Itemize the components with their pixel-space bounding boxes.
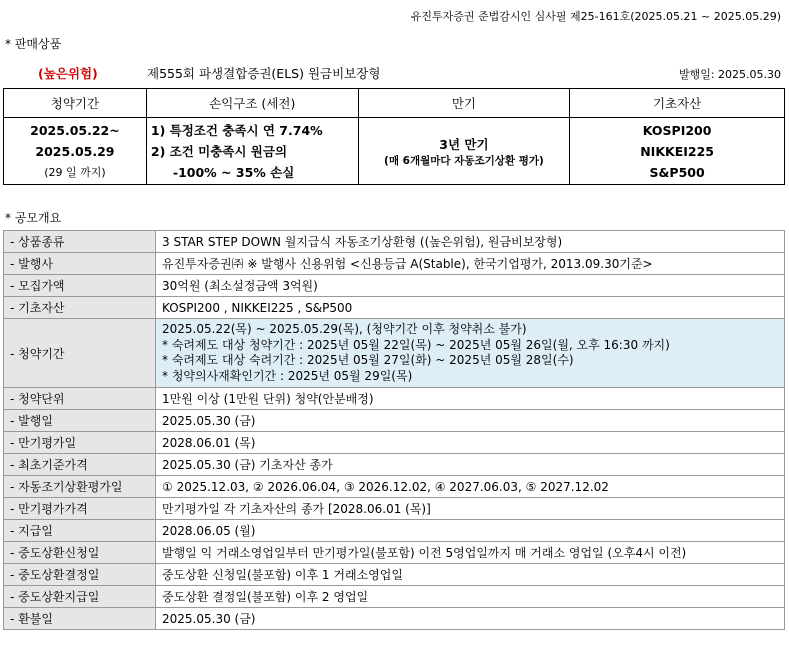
header-maturity: 만기 xyxy=(358,89,570,118)
row-key: - 자동조기상환평가일 xyxy=(4,476,156,498)
row-key: - 최초기준가격 xyxy=(4,454,156,476)
product-name: 제555회 파생결합증권(ELS) 원금비보장형 xyxy=(147,66,381,81)
maturity-cell xyxy=(358,118,570,185)
review-number: 유진투자증권 준법감시인 심사필 제25-161호(2025.05.21 ~ 2025.05.29) xyxy=(410,10,781,23)
row-key: - 상품종류 xyxy=(4,231,156,253)
row-value: 2025.05.30 (금) 기초자산 종가 xyxy=(156,454,785,476)
maturity-sub: (매 6개월마다 자동조기상환 평가) xyxy=(384,154,544,167)
table-row xyxy=(4,231,785,253)
table-row xyxy=(4,476,785,498)
table-row xyxy=(4,297,785,319)
row-value: ① 2025.12.03, ② 2026.06.04, ③ 2026.12.02, ④ 2027.06.03, ⑤ 2027.12.02 xyxy=(156,476,785,498)
table-row xyxy=(4,275,785,297)
payoff-line-1: 1) 특정조건 충족시 연 7.74% xyxy=(150,122,323,138)
table-row xyxy=(4,432,785,454)
row-value: 유진투자증권㈜ ※ 발행사 신용위험 <신용등급 A(Stable), 한국기업평가, 2013.09.30기준> xyxy=(156,253,785,275)
payoff-line-3: -100% ~ 35% 손실 xyxy=(172,164,295,180)
row-key: - 발행일 xyxy=(4,410,156,432)
table-row xyxy=(4,542,785,564)
row-key: - 기초자산 xyxy=(4,297,156,319)
row-key: - 환불일 xyxy=(4,608,156,630)
section-title-product: * 판매상품 xyxy=(5,37,62,51)
row-value: 중도상환 신청일(불포함) 이후 1 거래소영업일 xyxy=(156,564,785,586)
row-value: 3 STAR STEP DOWN 월지급식 자동조기상환형 ((높은위험), 원금비보장형) xyxy=(156,231,785,253)
row-value: 중도상환 결정일(불포함) 이후 2 영업일 xyxy=(156,586,785,608)
table-row xyxy=(4,498,785,520)
summary-table xyxy=(3,88,785,185)
asset-item: S&P500 xyxy=(649,164,705,180)
assets-cell xyxy=(570,118,785,185)
header-assets: 기초자산 xyxy=(570,89,785,118)
table-row xyxy=(4,388,785,410)
row-key: - 중도상환결정일 xyxy=(4,564,156,586)
subscription-cell xyxy=(4,118,147,185)
row-value: 30억원 (최소설정금액 3억원) xyxy=(156,275,785,297)
row-value: 2025.05.30 (금) xyxy=(156,410,785,432)
table-row xyxy=(4,564,785,586)
subscription-end: 2025.05.29 xyxy=(35,143,115,159)
table-row xyxy=(4,586,785,608)
row-value: 발행일 익 거래소영업일부터 만기평가일(불포함) 이전 5영업일까지 매 거래소 영업일 (오후4시 이전) xyxy=(156,542,785,564)
section-title-overview: * 공모개요 xyxy=(5,211,62,225)
risk-label: (높은위험) xyxy=(38,66,98,81)
row-value: 만기평가일 각 기초자산의 종가 [2028.06.01 (목)] xyxy=(156,498,785,520)
row-key: - 지급일 xyxy=(4,520,156,542)
table-row xyxy=(4,253,785,275)
row-key: - 중도상환지급일 xyxy=(4,586,156,608)
subscription-start: 2025.05.22~ xyxy=(30,122,120,138)
payoff-line-2: 2) 조건 미충족시 원금의 xyxy=(150,143,288,159)
table-row xyxy=(4,608,785,630)
row-value: 1만원 이상 (1만원 단위) 청약(안분배정) xyxy=(156,388,785,410)
subscription-line: * 숙려제도 대상 숙려기간 : 2025년 05월 27일(화) ~ 2025년 05월 28일(수) xyxy=(162,353,574,367)
row-value: 2028.06.05 (월) xyxy=(156,520,785,542)
row-key: - 만기평가일 xyxy=(4,432,156,454)
subscription-days: (29 일 까지) xyxy=(44,165,106,179)
payoff-cell xyxy=(146,118,358,185)
row-value: 2028.06.01 (목) xyxy=(156,432,785,454)
row-key: - 청약단위 xyxy=(4,388,156,410)
row-key: - 발행사 xyxy=(4,253,156,275)
row-key: - 모집가액 xyxy=(4,275,156,297)
row-key: - 중도상환신청일 xyxy=(4,542,156,564)
asset-item: KOSPI200 xyxy=(642,122,712,138)
asset-item: NIKKEI225 xyxy=(640,143,714,159)
subscription-line: * 청약의사재확인기간 : 2025년 05월 29일(목) xyxy=(162,368,413,383)
row-key: - 만기평가가격 xyxy=(4,498,156,520)
row-key: - 청약기간 xyxy=(4,319,156,388)
subscription-line: * 숙려제도 대상 청약기간 : 2025년 05월 22일(목) ~ 2025년 05월 26일(월, 오후 16:30 까지) xyxy=(162,337,670,352)
table-row xyxy=(4,319,785,388)
table-row xyxy=(4,520,785,542)
issue-date: 발행일: 2025.05.30 xyxy=(678,68,781,81)
row-value xyxy=(156,319,785,388)
table-row xyxy=(4,410,785,432)
overview-table xyxy=(3,230,785,630)
table-row xyxy=(4,454,785,476)
header-payoff: 손익구조 (세전) xyxy=(146,89,358,118)
row-value: 2025.05.30 (금) xyxy=(156,608,785,630)
subscription-line: 2025.05.22(목) ~ 2025.05.29(목), (청약기간 이후 청약취소 불가) xyxy=(162,322,527,336)
row-value: KOSPI200 , NIKKEI225 , S&P500 xyxy=(156,297,785,319)
header-subscription: 청약기간 xyxy=(4,89,147,118)
maturity-main: 3년 만기 xyxy=(439,136,489,152)
